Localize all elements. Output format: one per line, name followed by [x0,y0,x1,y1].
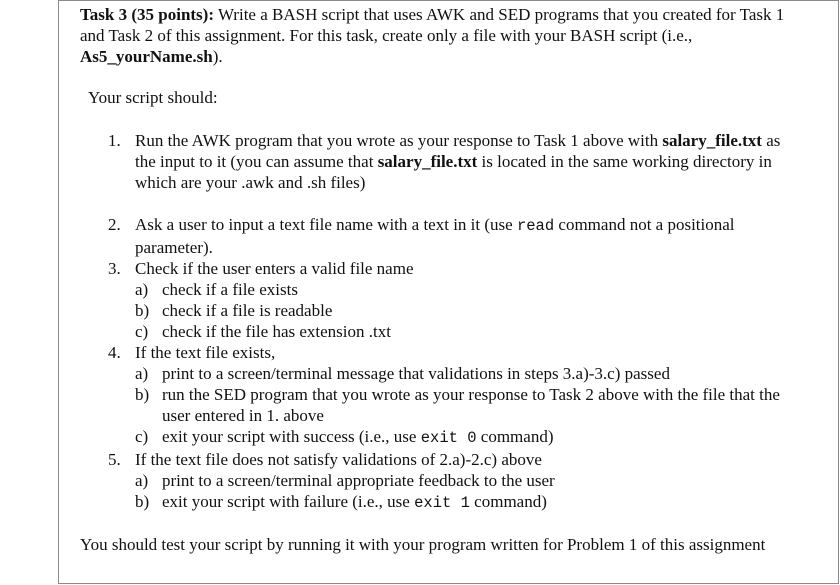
item-text: Check if the user enters a valid file name [135,259,414,278]
sub-item: a) print to a screen/terminal message that validations in steps 3.a)-3.c) passed [135,364,670,383]
closing-note: You should test your script by running it with your program written for Problem 1 of this assignment [80,535,766,554]
sub-item: a) check if a file exists [135,280,298,299]
sub-item: a) print to a screen/terminal appropriate feedback to the user [135,471,555,490]
list-item-5 [108,449,798,470]
task-intro-text-1: Write a BASH script that uses AWK and SED programs that you created for Task 1 and Task 2 of this assignment. For this task, create only a file with your BASH script (i.e., [80,5,785,45]
item-number: 3. [108,259,121,278]
code-exit-1: exit 1 [414,494,470,512]
item-text: If the text file exists, [135,343,276,362]
item-number: 1. [108,131,121,150]
item-text: Ask a user to input a text file name with a text in it (use read command not a positional parameter). [135,215,735,257]
input-filename: salary_file.txt [662,131,762,150]
task-intro-text-2: ). [212,47,223,66]
item-text: If the text file does not satisfy validations of 2.a)-2.c) above [135,450,542,469]
task-intro [80,4,810,67]
code-exit-0: exit 0 [420,429,477,447]
requirements-list [108,130,798,514]
sub-item: b) check if a file is readable [135,301,333,320]
item-text: Run the AWK program that you wrote as your response to Task 1 above with salary_file.txt as the input to it (you can assume that salary_file.txt is located in the same working directory in which are your .awk and .sh files) [135,131,781,192]
item-number: 4. [108,343,121,362]
item-number: 5. [108,450,121,469]
item-number: 2. [108,215,121,234]
list-item-1 [108,130,798,193]
task-title: Task 3 (35 points): [80,5,214,24]
list-item-4 [108,342,798,363]
code-read: read [516,217,555,235]
sub-item: c) check if the file has extension .txt [135,322,391,341]
list-item-3 [108,258,798,279]
sub-item: c) exit your script with success (i.e., use exit 0 command) [135,427,554,447]
sub-item: b) run the SED program that you wrote as your response to Task 2 above with the file that the user entered in 1. above [135,385,780,425]
input-filename: salary_file.txt [377,152,478,171]
script-filename: As5_yourName.sh [80,47,213,66]
sub-item: b) exit your script with failure (i.e., use exit 1 command) [135,492,547,512]
section-heading: Your script should: [88,88,218,107]
list-item-2 [108,214,798,258]
